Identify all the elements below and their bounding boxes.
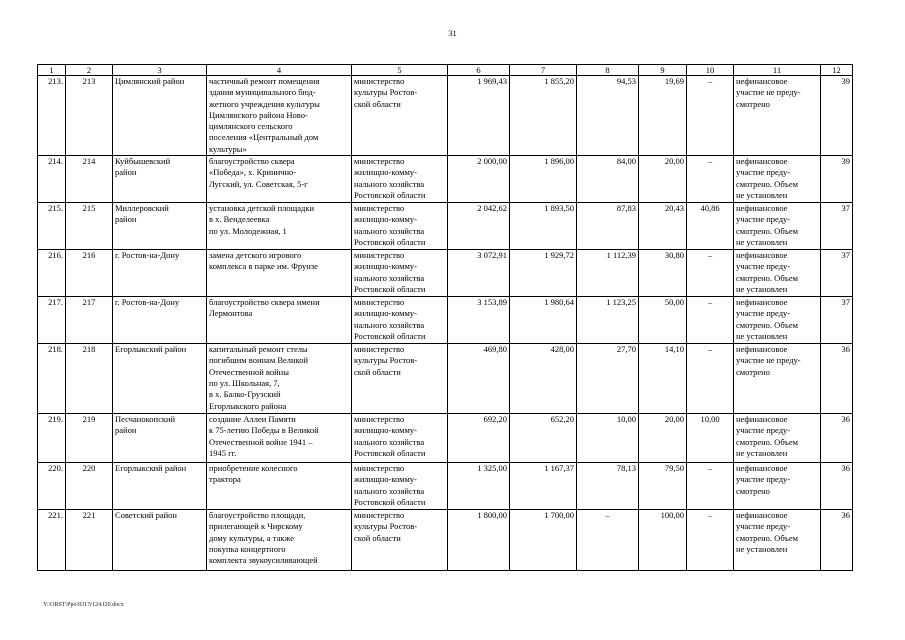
project-cell [207, 463, 352, 510]
row-number: 220. [38, 463, 66, 510]
participation-cell [734, 297, 821, 344]
ministry-text: министерство культуры Ростов- ской области [354, 510, 418, 543]
ministry-text: министерство жилищно-комму- нального хозяйства Ростовской области [354, 203, 426, 247]
participation-cell [734, 510, 821, 571]
total-cost: 3 072,91 [448, 250, 510, 297]
local-budget: 87,83 [577, 203, 639, 250]
municipality-text: Советский район [115, 510, 177, 521]
local-budget: 94,53 [577, 76, 639, 156]
population-funds: 20,00 [639, 156, 687, 203]
local-budget: 1 123,25 [577, 297, 639, 344]
column-header: 8 [577, 65, 639, 76]
municipality-cell [113, 297, 207, 344]
regional-budget: 1 893,50 [510, 203, 577, 250]
score: 37 [821, 250, 853, 297]
regional-budget: 1 700,00 [510, 510, 577, 571]
project-cell [207, 510, 352, 571]
business-funds: – [687, 463, 734, 510]
local-budget: 84,00 [577, 156, 639, 203]
table-row [38, 203, 853, 250]
project-text: капитальный ремонт стелы погибшим воинам Великой Отечественной войны по ул. Школьная, 7, в х. Балко-Грузский Егорлыкского района [209, 344, 309, 411]
table-row [38, 297, 853, 344]
record-number: 215 [66, 203, 113, 250]
ministry-cell [352, 203, 448, 250]
record-number: 220 [66, 463, 113, 510]
register-table [37, 64, 853, 571]
participation-text: нефинансовое участие преду- смотрено. Объем не установлен [736, 250, 798, 294]
score: 39 [821, 156, 853, 203]
municipality-cell [113, 510, 207, 571]
ministry-text: министерство жилищно-комму- нального хозяйства Ростовской области [354, 250, 426, 294]
participation-text: нефинансовое участие не преду- смотрено [736, 344, 801, 377]
file-path-footer: Y:\ORST\Ppo\0317r124.f20.docx [43, 602, 124, 608]
business-funds: – [687, 156, 734, 203]
column-number-row [38, 65, 853, 76]
column-header: 4 [207, 65, 352, 76]
local-budget: 10,00 [577, 414, 639, 463]
row-number: 221. [38, 510, 66, 571]
score: 37 [821, 297, 853, 344]
ministry-cell [352, 156, 448, 203]
local-budget: – [577, 510, 639, 571]
project-text: частичный ремонт помещения здания муниципального бюд- жетного учреждения культуры Цимлянского района Ново- цимлянского сельского поселения «Центральный дом культуры» [209, 76, 320, 154]
business-funds: – [687, 344, 734, 414]
municipality-text: Егорлыкский район [115, 344, 187, 355]
table-row [38, 76, 853, 156]
municipality-text: Куйбышевский район [115, 156, 171, 178]
total-cost: 2 042,62 [448, 203, 510, 250]
regional-budget: 652,20 [510, 414, 577, 463]
ministry-cell [352, 463, 448, 510]
score: 39 [821, 76, 853, 156]
record-number: 214 [66, 156, 113, 203]
table-row [38, 510, 853, 571]
municipality-text: г. Ростов-на-Дону [115, 250, 180, 261]
participation-cell [734, 76, 821, 156]
municipality-cell [113, 156, 207, 203]
participation-text: нефинансовое участие преду- смотрено [736, 463, 791, 496]
ministry-cell [352, 344, 448, 414]
project-cell [207, 250, 352, 297]
table-row [38, 250, 853, 297]
ministry-text: министерство культуры Ростов- ской области [354, 76, 418, 109]
population-funds: 20,43 [639, 203, 687, 250]
population-funds: 14,10 [639, 344, 687, 414]
column-header: 3 [113, 65, 207, 76]
total-cost: 1 800,00 [448, 510, 510, 571]
total-cost: 469,80 [448, 344, 510, 414]
participation-text: нефинансовое участие преду- смотрено. Объем не установлен [736, 414, 798, 458]
table-row [38, 156, 853, 203]
population-funds: 100,00 [639, 510, 687, 571]
project-cell [207, 76, 352, 156]
column-header: 7 [510, 65, 577, 76]
population-funds: 20,00 [639, 414, 687, 463]
business-funds: 40,86 [687, 203, 734, 250]
ministry-cell [352, 510, 448, 571]
project-cell [207, 203, 352, 250]
page-number: 31 [448, 28, 457, 38]
project-cell [207, 156, 352, 203]
project-cell [207, 297, 352, 344]
table-row [38, 344, 853, 414]
participation-cell [734, 203, 821, 250]
score: 36 [821, 463, 853, 510]
column-header: 1 [38, 65, 66, 76]
ministry-cell [352, 297, 448, 344]
row-number: 216. [38, 250, 66, 297]
regional-budget: 1 929,72 [510, 250, 577, 297]
regional-budget: 1 167,37 [510, 463, 577, 510]
column-header: 12 [821, 65, 853, 76]
municipality-text: Цимлянский район [115, 76, 185, 86]
municipality-cell [113, 203, 207, 250]
total-cost: 1 969,43 [448, 76, 510, 156]
record-number: 221 [66, 510, 113, 571]
regional-budget: 428,00 [510, 344, 577, 414]
ministry-cell [352, 250, 448, 297]
table-row [38, 463, 853, 510]
table-row [38, 414, 853, 463]
business-funds: – [687, 76, 734, 156]
row-number: 214. [38, 156, 66, 203]
row-number: 213. [38, 76, 66, 156]
total-cost: 2 000,00 [448, 156, 510, 203]
municipality-text: г. Ростов-на-Дону [115, 297, 180, 308]
record-number: 219 [66, 414, 113, 463]
participation-text: нефинансовое участие преду- смотрено. Объем не установлен [736, 510, 798, 554]
participation-cell [734, 250, 821, 297]
municipality-text: Миллеровский район [115, 203, 169, 225]
business-funds: – [687, 510, 734, 571]
municipality-cell [113, 463, 207, 510]
local-budget: 27,70 [577, 344, 639, 414]
regional-budget: 1 896,00 [510, 156, 577, 203]
row-number: 218. [38, 344, 66, 414]
project-text: благоустройство площади, прилегающей к Чирскому дому культуры, а также покупка концертного комплекта звукоусиливающей [209, 510, 318, 566]
project-text: создание Аллеи Памяти к 75-летию Победы в Великой Отечественной войне 1941 – 1945 гг. [209, 414, 319, 458]
total-cost: 692,20 [448, 414, 510, 463]
ministry-text: министерство жилищно-комму- нального хозяйства Ростовской области [354, 156, 426, 200]
business-funds: – [687, 297, 734, 344]
column-header: 2 [66, 65, 113, 76]
participation-text: нефинансовое участие преду- смотрено. Объем не установлен [736, 297, 798, 341]
project-cell [207, 414, 352, 463]
business-funds: – [687, 250, 734, 297]
business-funds: 10,00 [687, 414, 734, 463]
ministry-cell [352, 414, 448, 463]
municipality-cell [113, 250, 207, 297]
score: 36 [821, 510, 853, 571]
population-funds: 50,00 [639, 297, 687, 344]
ministry-text: министерство жилищно-комму- нального хозяйства Ростовской области [354, 414, 426, 458]
record-number: 216 [66, 250, 113, 297]
municipality-cell [113, 344, 207, 414]
participation-cell [734, 344, 821, 414]
project-text: приобретение колесного трактора [209, 463, 298, 485]
column-header: 9 [639, 65, 687, 76]
municipality-text: Песчанокопский район [115, 414, 176, 436]
ministry-cell [352, 76, 448, 156]
project-text: установка детской площадки в х. Венделеевка по ул. Молодежная, 1 [209, 203, 314, 236]
municipality-text: Егорлыкский район [115, 463, 187, 474]
column-header: 11 [734, 65, 821, 76]
local-budget: 78,13 [577, 463, 639, 510]
municipality-cell [113, 414, 207, 463]
score: 37 [821, 203, 853, 250]
record-number: 213 [66, 76, 113, 156]
total-cost: 1 325,00 [448, 463, 510, 510]
population-funds: 19,69 [639, 76, 687, 156]
column-header: 6 [448, 65, 510, 76]
participation-text: нефинансовое участие не преду- смотрено [736, 76, 801, 109]
project-text: благоустройство сквера «Победа», х. Кринично- Лугский, ул. Советская, 5-г [209, 156, 308, 189]
row-number: 215. [38, 203, 66, 250]
ministry-text: министерство культуры Ростов- ской области [354, 344, 418, 377]
local-budget: 1 112,39 [577, 250, 639, 297]
regional-budget: 1 980,64 [510, 297, 577, 344]
record-number: 217 [66, 297, 113, 344]
participation-cell [734, 463, 821, 510]
ministry-text: министерство жилищно-комму- нального хозяйства Ростовской области [354, 297, 426, 341]
participation-cell [734, 156, 821, 203]
participation-text: нефинансовое участие преду- смотрено. Объем не установлен [736, 203, 798, 247]
score: 36 [821, 344, 853, 414]
project-text: благоустройство сквера имени Лермонтова [209, 297, 320, 319]
participation-cell [734, 414, 821, 463]
score: 36 [821, 414, 853, 463]
municipality-cell [113, 76, 207, 156]
population-funds: 30,80 [639, 250, 687, 297]
row-number: 217. [38, 297, 66, 344]
ministry-text: министерство жилищно-комму- нального хозяйства Ростовской области [354, 463, 426, 507]
population-funds: 79,50 [639, 463, 687, 510]
column-header: 10 [687, 65, 734, 76]
record-number: 218 [66, 344, 113, 414]
column-header: 5 [352, 65, 448, 76]
project-cell [207, 344, 352, 414]
total-cost: 3 153,89 [448, 297, 510, 344]
participation-text: нефинансовое участие преду- смотрено. Объем не установлен [736, 156, 798, 200]
row-number: 219. [38, 414, 66, 463]
regional-budget: 1 855,20 [510, 76, 577, 156]
project-text: замена детского игрового комплекса в парке им. Фрунзе [209, 250, 318, 272]
